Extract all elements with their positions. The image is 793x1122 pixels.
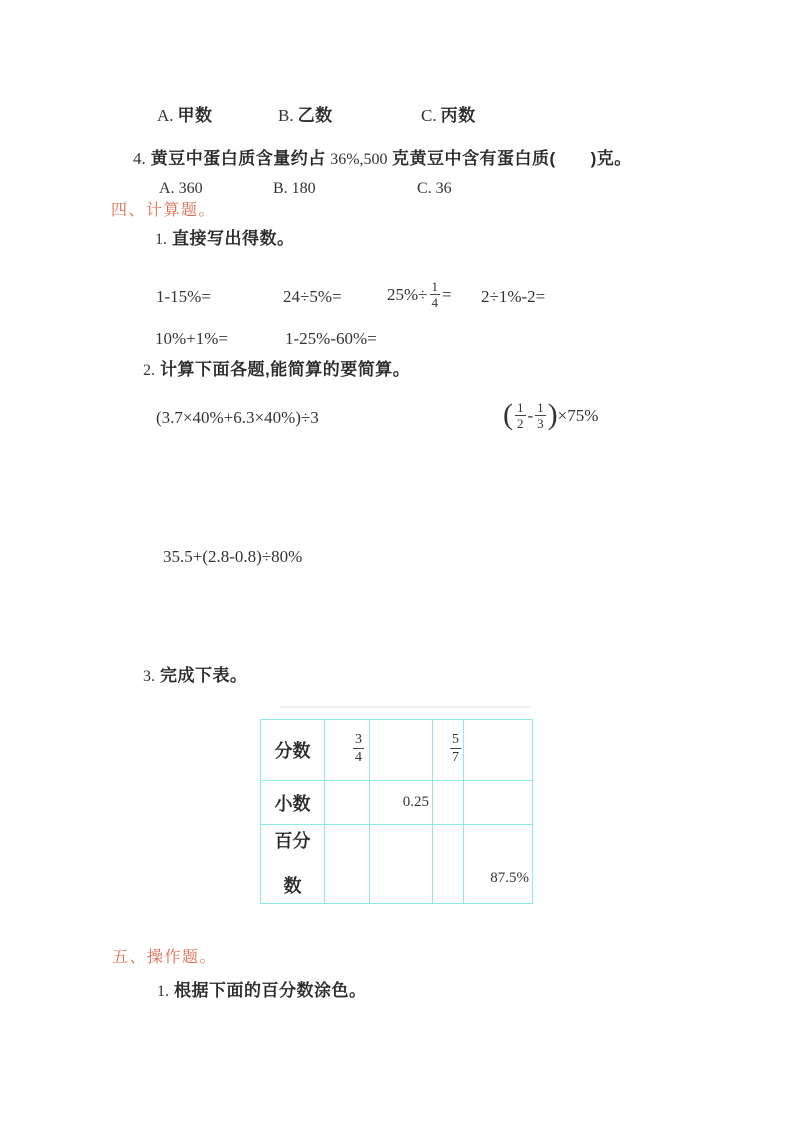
- direct-calc-number: 1.: [155, 231, 167, 248]
- fraction-numerator: 5: [452, 732, 459, 748]
- table-cell-empty: [370, 720, 433, 781]
- expr2-fraction-2: [535, 401, 546, 432]
- table-cell-empty: [325, 781, 370, 825]
- table-cell-empty: [433, 825, 464, 903]
- coloring-task-label: 根据下面的百分数涂色。: [174, 981, 367, 1000]
- scan-artifact-line: [280, 706, 530, 708]
- table-cell-fraction-2: [433, 720, 464, 781]
- section-4-heading: 四、计算题。: [111, 202, 217, 219]
- q4-option-b-letter: B.: [273, 180, 288, 197]
- question-4-text-after: 克黄豆中含有蛋白质( )克。: [391, 149, 632, 168]
- q4-option-a-letter: A.: [159, 180, 175, 197]
- conversion-table: [260, 719, 533, 904]
- simplify-calc-title: [143, 360, 410, 380]
- q3-option-a-label: 甲数: [177, 106, 213, 125]
- fraction-numerator: 1: [517, 400, 524, 415]
- close-paren: ): [547, 398, 558, 432]
- table-cell-empty: [464, 720, 532, 781]
- q4-option-a-label: 360: [178, 180, 203, 197]
- fraction-denominator: 3: [537, 415, 544, 431]
- q4-option-b-label: 180: [291, 180, 316, 197]
- simplify-calc-number: 2.: [143, 362, 155, 379]
- fraction-numerator: 1: [537, 400, 544, 415]
- simplify-expr-2: [503, 398, 599, 432]
- section-5-heading: 五、操作题。: [112, 949, 218, 966]
- question-4-text-before: 黄豆中蛋白质含量约占: [150, 149, 326, 168]
- expr2-fraction-1: [515, 401, 526, 432]
- coloring-task-title: [157, 981, 367, 1001]
- q4-option-b: [273, 179, 316, 198]
- q4-option-c-label: 36: [435, 180, 452, 197]
- calc-item-1: 1-15%=: [156, 287, 211, 306]
- table-cell-empty: [370, 825, 433, 903]
- question-4-number: 4.: [133, 149, 146, 168]
- q3-option-b-letter: B.: [278, 106, 294, 125]
- question-4: [133, 149, 632, 169]
- table-row-header-fraction: 分数: [261, 720, 325, 781]
- table-cell-percent-value: 87.5%: [490, 870, 529, 886]
- q3-option-c-letter: C.: [421, 106, 437, 125]
- coloring-task-number: 1.: [157, 983, 169, 1000]
- table-cell-decimal-value: 0.25: [370, 781, 433, 825]
- expr2-operator: -: [527, 406, 534, 426]
- expr2-suffix: ×75%: [557, 406, 599, 426]
- fraction-numerator: 3: [355, 732, 362, 748]
- simplify-expr-1: (3.7×40%+6.3×40%)÷3: [156, 408, 319, 427]
- simplify-expr-3: 35.5+(2.8-0.8)÷80%: [163, 547, 303, 566]
- table-row-header-percent: [261, 825, 325, 903]
- calc-item-2: 24÷5%=: [283, 287, 342, 306]
- calc-item-3: [387, 280, 452, 311]
- calc-item-6: 1-25%-60%=: [285, 329, 377, 348]
- percent-header-text: 百分数: [274, 831, 311, 896]
- calc-item-3-before: 25%÷: [387, 285, 428, 305]
- open-paren: (: [503, 398, 513, 432]
- q3-option-a-letter: A.: [157, 106, 174, 125]
- q3-option-b: [278, 106, 333, 126]
- table-cell-empty: [325, 825, 370, 903]
- q3-option-c-label: 丙数: [440, 106, 476, 125]
- q4-option-a: [159, 179, 203, 198]
- q4-option-c: [417, 179, 452, 198]
- q3-option-a: [157, 106, 213, 126]
- fraction-numerator: 1: [431, 279, 438, 294]
- q4-option-c-letter: C.: [417, 180, 432, 197]
- fraction-three-quarters: [353, 733, 364, 766]
- q3-option-b-label: 乙数: [297, 106, 333, 125]
- direct-calc-label: 直接写出得数。: [172, 229, 295, 248]
- fraction-denominator: 2: [517, 415, 524, 431]
- fraction-five-sevenths: [450, 733, 461, 766]
- calc-item-3-after: =: [442, 285, 452, 305]
- table-cell-fraction-1: [325, 720, 370, 781]
- fraction-denominator: 4: [431, 294, 438, 310]
- q3-option-c: [421, 106, 476, 126]
- table-row-header-decimal: 小数: [261, 781, 325, 825]
- question-4-value: 36%,500: [330, 151, 388, 168]
- table-cell-empty: [433, 781, 464, 825]
- calc-item-3-fraction: [430, 280, 441, 311]
- table-section-title: [143, 666, 248, 686]
- table-section-number: 3.: [143, 668, 155, 685]
- fraction-denominator: 4: [355, 750, 362, 766]
- fraction-denominator: 7: [452, 750, 459, 766]
- calc-item-4: 2÷1%-2=: [481, 287, 546, 306]
- calc-item-5: 10%+1%=: [155, 329, 228, 348]
- direct-calc-title: [155, 229, 295, 249]
- table-cell-empty: [464, 781, 532, 825]
- simplify-calc-label: 计算下面各题,能简算的要简算。: [160, 360, 411, 379]
- table-section-label: 完成下表。: [160, 666, 248, 685]
